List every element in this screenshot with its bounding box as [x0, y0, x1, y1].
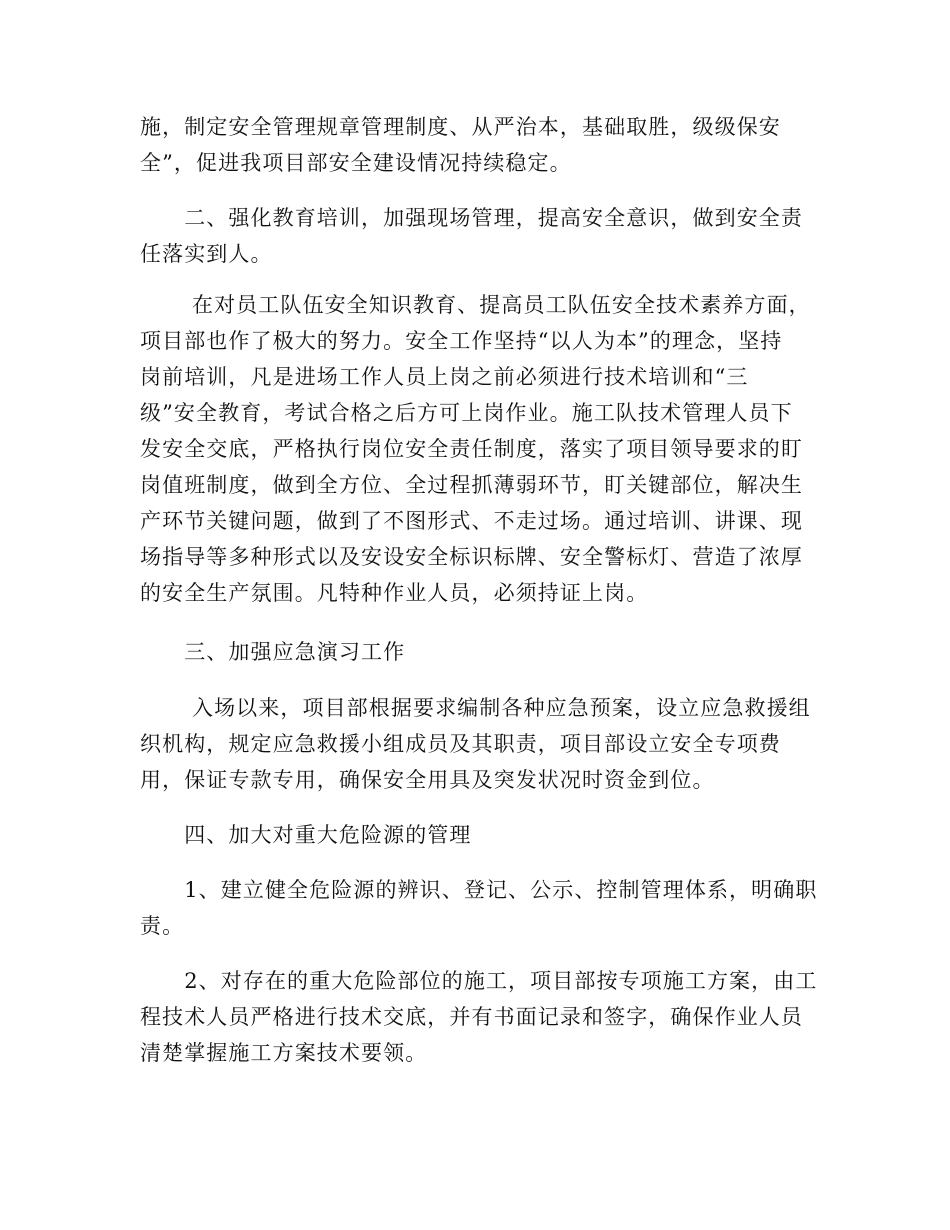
text-line: 项目部也作了极大的努力。安全工作坚持“以人为本”的理念，坚持 [140, 329, 783, 353]
text-line: 的安全生产氛围。凡特种作业人员，必须持证上岗。 [140, 581, 649, 605]
text-line: 责。 [140, 914, 185, 938]
text-line: 入场以来，项目部根据要求编制各种应急预案，设立应急救援组 [140, 696, 811, 720]
text-line: 四、加大对重大危险源的管理 [140, 823, 472, 847]
text-line: 织机构，规定应急救援小组成员及其职责，项目部设立安全专项费 [140, 732, 781, 756]
text-line: 级”安全教育，考试合格之后方可上岗作业。施工队技术管理人员下 [140, 401, 793, 425]
text-line: 产环节关键问题，做到了不图形式、不走过场。通过培训、讲课、现 [140, 509, 803, 533]
text-line: 任落实到人。 [140, 242, 273, 266]
text-line: 用，保证专款专用，确保安全用具及突发状况时资金到位。 [140, 768, 715, 792]
text-line: 场指导等多种形式以及安设安全标识标牌、安全警标灯、营造了浓厚 [140, 545, 803, 569]
text-line: 全”，促进我项目部安全建设情况持续稳定。 [140, 151, 572, 175]
text-line: 在对员工队伍安全知识教育、提高员工队伍安全技术素养方面， [140, 293, 811, 317]
text-line: 程技术人员严格进行技术交底，并有书面记录和签字，确保作业人员 [140, 1005, 803, 1029]
text-line: 2、对存在的重大危险部位的施工，项目部按专项施工方案，由工 [140, 969, 818, 993]
text-line: 岗前培训，凡是进场工作人员上岗之前必须进行技术培训和“三 [140, 365, 749, 389]
text-line: 二、强化教育培训，加强现场管理，提高安全意识，做到安全责 [140, 206, 803, 230]
text-line: 三、加强应急演习工作 [140, 640, 406, 664]
text-line: 施，制定安全管理规章管理制度、从严治本，基础取胜，级级保安 [140, 115, 781, 139]
text-line: 发安全交底，严格执行岗位安全责任制度，落实了项目领导要求的盯 [140, 437, 803, 461]
text-line: 1、建立健全危险源的辨识、登记、公示、控制管理体系，明确职 [140, 878, 818, 902]
text-line: 岗值班制度，做到全方位、全过程抓薄弱环节，盯关键部位，解决生 [140, 473, 803, 497]
text-line: 清楚掌握施工方案技术要领。 [140, 1041, 428, 1065]
